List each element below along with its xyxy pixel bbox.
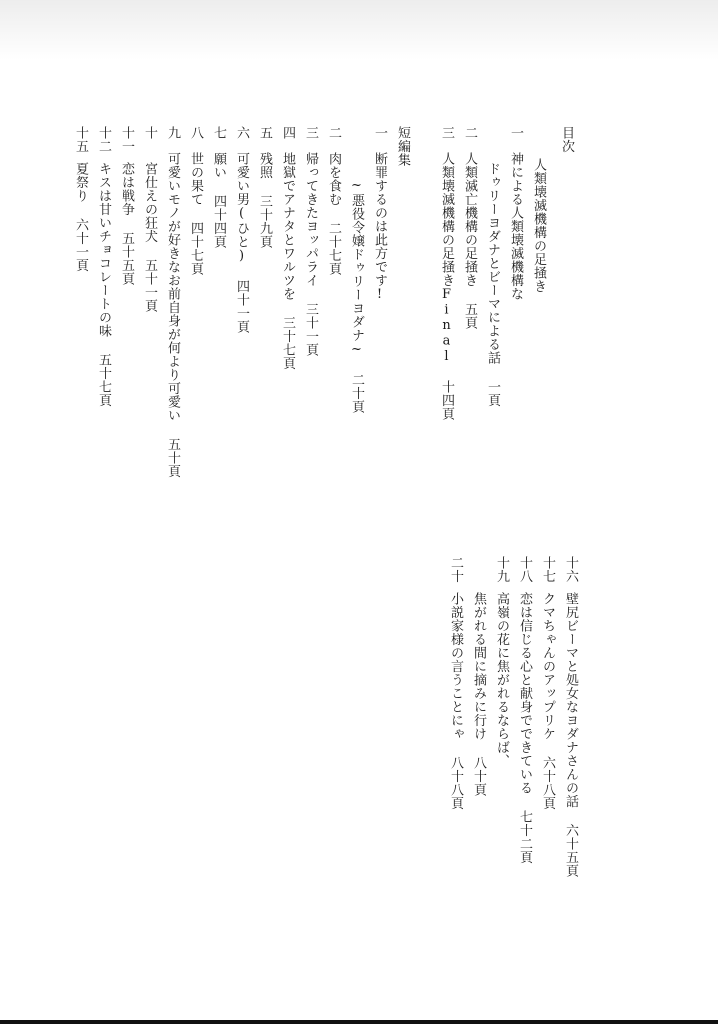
- toc-entry: [438, 126, 454, 421]
- toc-heading: [558, 126, 574, 153]
- toc-entry: [95, 126, 111, 407]
- toc-entry: [516, 556, 532, 864]
- toc-entry-title: 夏祭り 六十一頁: [73, 162, 88, 272]
- toc-entry-title: 小説家様の言うことにゃ 八十八頁: [448, 592, 463, 810]
- toc-entry: [493, 556, 509, 768]
- toc-entry: [371, 126, 387, 303]
- toc-entry-number: 一: [372, 126, 387, 140]
- toc-entry: [72, 126, 88, 272]
- toc-entry-number: 一: [508, 126, 523, 140]
- toc-entry: [325, 126, 341, 276]
- toc-entry-number: 九: [165, 126, 180, 140]
- toc-entry-number: 十六: [563, 556, 578, 583]
- toc-entry: [210, 126, 226, 249]
- page-bottom-edge: [0, 1020, 718, 1024]
- toc-entry-title: 壁尻ビーマと処女なヨダナさんの話 六十五頁: [563, 592, 578, 878]
- toc-entry: [164, 126, 180, 478]
- toc-entry-number: 十: [142, 126, 157, 140]
- toc-entry: [530, 126, 546, 293]
- toc-entry: [447, 556, 463, 810]
- toc-entry: [233, 126, 249, 334]
- toc-entry-title: クマちゃんのアップリケ 六十八頁: [540, 592, 555, 810]
- short-stories-heading: [394, 126, 410, 167]
- toc-entry-number: 三: [439, 126, 454, 140]
- toc-entry: [539, 556, 555, 810]
- toc-entry-title: 恋は信じる心と献身でできている 七十二頁: [517, 592, 532, 864]
- toc-entry-title: 可愛い男(ひと) 四十一頁: [234, 152, 249, 334]
- toc-entry: [484, 126, 500, 407]
- toc-entry-title: 断罪するのは此方です!: [372, 152, 387, 303]
- toc-entry: [141, 126, 157, 313]
- toc-entry-number: 七: [211, 126, 226, 140]
- toc-entry-title: 神による人類壊滅機構な: [508, 152, 523, 301]
- toc-entry-title: 人類壊滅機構の足掻きFinal 十四頁: [439, 152, 454, 421]
- toc-entry: [562, 556, 578, 878]
- toc-entry-number: 六: [234, 126, 249, 140]
- toc-entry-number: 五: [257, 126, 272, 140]
- toc-entry-title: 肉を食む 二十七頁: [326, 152, 341, 276]
- toc-entry: [256, 126, 272, 249]
- toc-entry-number: 三: [303, 126, 318, 140]
- toc-entry-title: 帰ってきたヨッパライ 三十一頁: [303, 152, 318, 357]
- toc-entry-number: 二: [462, 126, 477, 140]
- toc-entry: [279, 126, 295, 370]
- toc-entry-title: 可愛いモノが好きなお前自身が何より可愛い 五十頁: [165, 152, 180, 478]
- toc-entry-number: 八: [188, 126, 203, 140]
- toc-entry-number: 十五: [73, 126, 88, 153]
- toc-entry-title: 焦がれる間に摘みに行け 八十頁: [471, 592, 486, 797]
- toc-entry: [348, 126, 364, 414]
- toc-entry-number: 十二: [96, 126, 111, 153]
- toc-heading-text: 目次: [559, 126, 574, 153]
- toc-entry-number: 二: [326, 126, 341, 140]
- toc-entry-number: 十九: [494, 556, 509, 583]
- toc-entry-title: 恋は戦争 五十五頁: [119, 162, 134, 286]
- toc-entry-title: ~悪役令嬢ドゥリーヨダナ~ 二十頁: [349, 178, 364, 414]
- short-stories-heading-text: 短編集: [395, 126, 410, 167]
- toc-entry-title: キスは甘いチョコレートの味 五十七頁: [96, 162, 111, 407]
- toc-entry-title: 地獄でアナタとワルツを 三十七頁: [280, 152, 295, 370]
- toc-entry-title: 願い 四十四頁: [211, 152, 226, 249]
- toc-entry: [470, 556, 486, 797]
- toc-entry: [118, 126, 134, 286]
- toc-entry-title: 人類壊滅機構の足掻き: [531, 158, 546, 293]
- toc-entry-number: 十七: [540, 556, 555, 583]
- toc-entry-title: 残照 三十九頁: [257, 152, 272, 249]
- toc-entry-number: 十八: [517, 556, 532, 583]
- toc-entry-title: 高嶺の花に焦がれるならば、: [494, 592, 509, 768]
- toc-entry: [187, 126, 203, 276]
- toc-entry-number: 四: [280, 126, 295, 140]
- toc-entry-number: 十一: [119, 126, 134, 153]
- toc-entry-number: 二十: [448, 556, 463, 583]
- page-top-shading: [0, 0, 718, 60]
- toc-entry: [302, 126, 318, 357]
- toc-entry: [461, 126, 477, 330]
- toc-entry-title: 世の果て 四十七頁: [188, 152, 203, 276]
- toc-entry-title: 人類滅亡機構の足掻き 五頁: [462, 152, 477, 330]
- toc-entry-title: ドゥリーヨダナとビーマによる話 一頁: [485, 162, 500, 407]
- toc-entry-title: 宮仕えの狂犬 五十一頁: [142, 162, 157, 313]
- toc-entry: [507, 126, 523, 301]
